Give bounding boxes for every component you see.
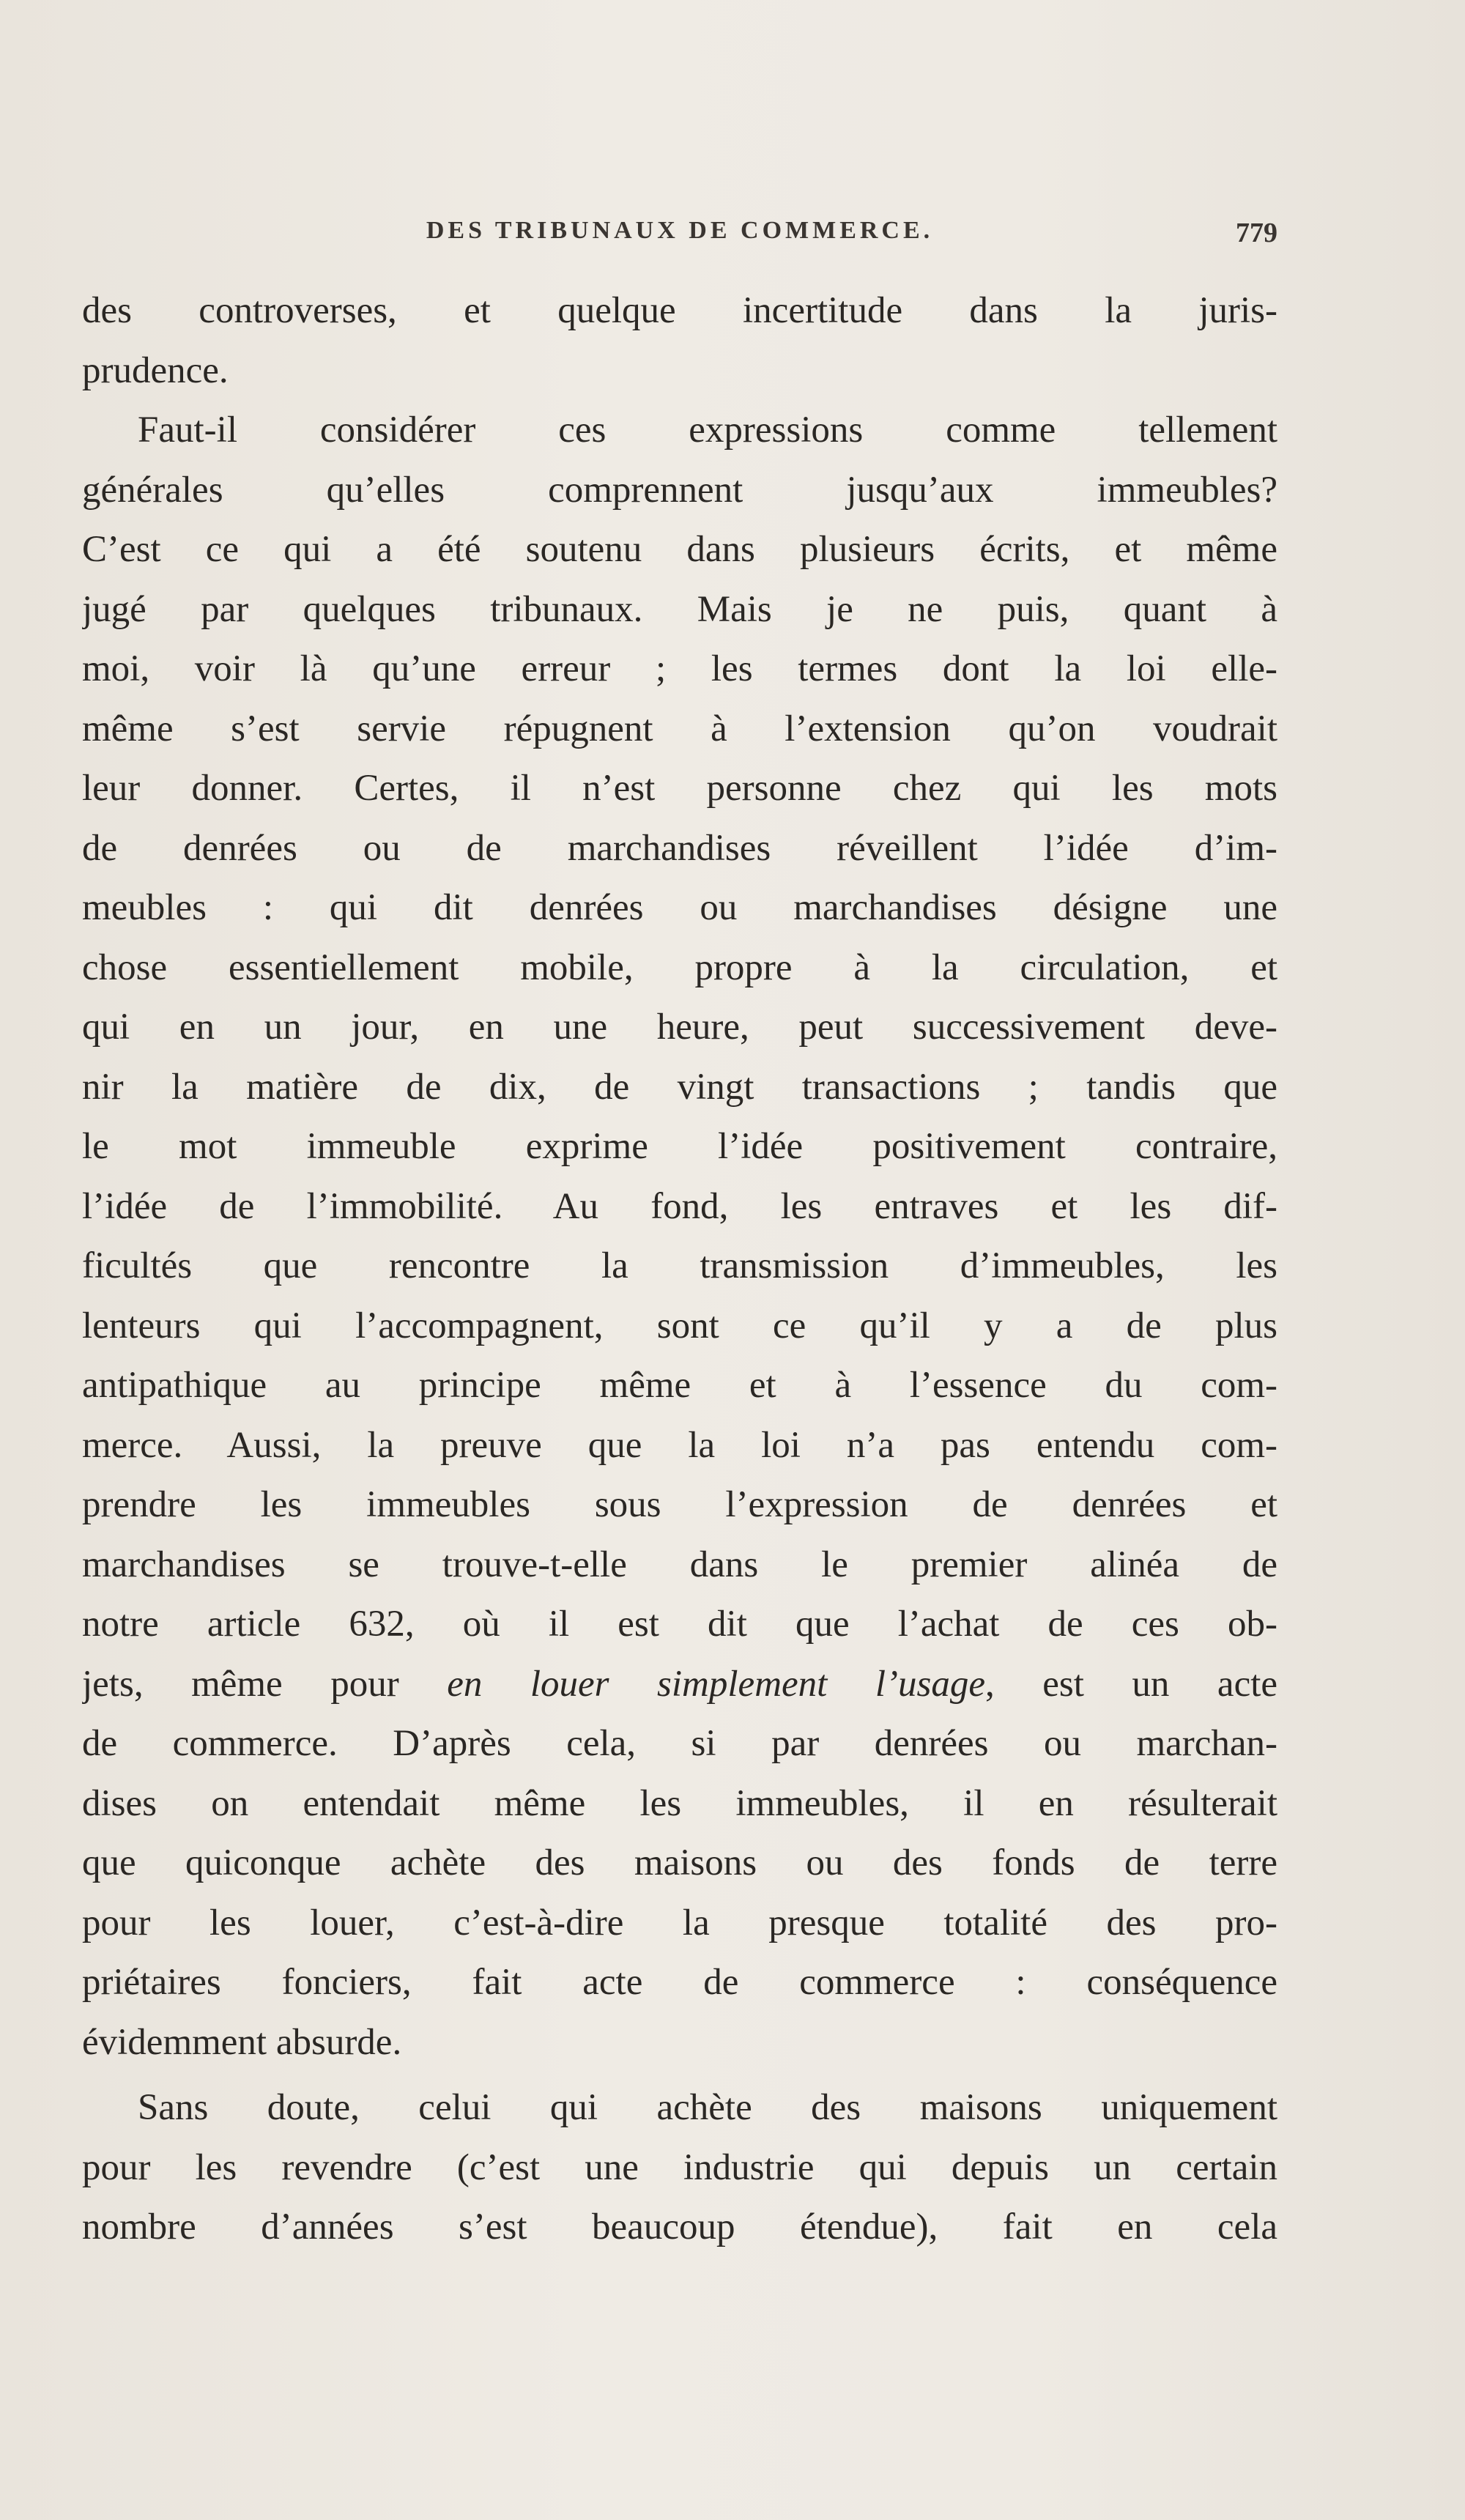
text-line-27: que quiconque achète des maisons ou des fonds de terre — [82, 1842, 1277, 1883]
text-line-6: jugé par quelques tribunaux. Mais je ne puis, quant à — [82, 588, 1277, 630]
text-line-18: lenteurs qui l’accompagnent, sont ce qu’il y a de plus — [82, 1305, 1277, 1346]
text-line-15: le mot immeuble exprime l’idée positivement contraire, — [82, 1126, 1277, 1167]
text-line-2: prudence. — [82, 349, 229, 391]
text-line-4: générales qu’elles comprennent jusqu’aux immeubles? — [82, 469, 1277, 511]
text-line-28: pour les louer, c’est-à-dire la presque totalité des pro- — [82, 1902, 1277, 1943]
line24-before: jets, même pour — [82, 1663, 399, 1705]
text-line-23: notre article 632, où il est dit que l’achat de ces ob- — [82, 1604, 1277, 1645]
italic-phrase: en louer simplement l’usage — [447, 1663, 985, 1705]
text-line-13: qui en un jour, en une heure, peut successivement deve- — [82, 1007, 1277, 1048]
text-line-19: antipathique au principe même et à l’essence du com- — [82, 1365, 1277, 1406]
body-text — [82, 281, 1277, 2258]
text-line-33: nombre d’années s’est beaucoup étendue), fait en cela — [82, 2206, 1277, 2247]
text-line-10: de denrées ou de marchandises réveillent l’idée d’im- — [82, 827, 1277, 869]
text-line-3: Faut-il considérer ces expressions comme tellement — [138, 410, 1277, 451]
text-line-14: nir la matière de dix, de vingt transactions ; tandis que — [82, 1066, 1277, 1108]
text-line-32: pour les revendre (c’est une industrie qui depuis un certain — [82, 2146, 1277, 2188]
text-line-5: C’est ce qui a été soutenu dans plusieurs écrits, et même — [82, 529, 1277, 570]
page-header — [82, 217, 1277, 261]
text-line-29: priétaires fonciers, fait acte de commerce : conséquence — [82, 1962, 1277, 2003]
line24-after: , est un acte — [984, 1663, 1277, 1705]
text-line-25: de commerce. D’après cela, si par denrées ou marchan- — [82, 1723, 1277, 1764]
text-line-1: des controverses, et quelque incertitude dans la juris- — [82, 290, 1277, 331]
text-line-17: ficultés que rencontre la transmission d’immeubles, les — [82, 1245, 1277, 1286]
text-line-8: même s’est servie répugnent à l’extension qu’on voudrait — [82, 708, 1277, 749]
text-line-9: leur donner. Certes, il n’est personne chez qui les mots — [82, 768, 1277, 809]
text-line-21: prendre les immeubles sous l’expression de denrées et — [82, 1484, 1277, 1525]
running-title: DES TRIBUNAUX DE COMMERCE. — [426, 217, 934, 244]
page-number: 779 — [1236, 218, 1277, 248]
text-line-26: dises on entendait même les immeubles, il en résulterait — [82, 1782, 1277, 1824]
text-line-24 — [82, 1655, 1277, 1715]
text-line-20: merce. Aussi, la preuve que la loi n’a pas entendu com- — [82, 1424, 1277, 1466]
text-line-31: Sans doute, celui qui achète des maisons uniquement — [138, 2087, 1277, 2128]
text-line-12: chose essentiellement mobile, propre à la circulation, et — [82, 946, 1277, 988]
text-line-7: moi, voir là qu’une erreur ; les termes dont la loi elle- — [82, 648, 1277, 689]
text-line-30: évidemment absurde. — [82, 2021, 402, 2063]
text-line-16: l’idée de l’immobilité. Au fond, les entraves et les dif- — [82, 1185, 1277, 1227]
text-line-11: meubles : qui dit denrées ou marchandises désigne une — [82, 887, 1277, 928]
text-line-22: marchandises se trouve-t-elle dans le premier alinéa de — [82, 1544, 1277, 1585]
